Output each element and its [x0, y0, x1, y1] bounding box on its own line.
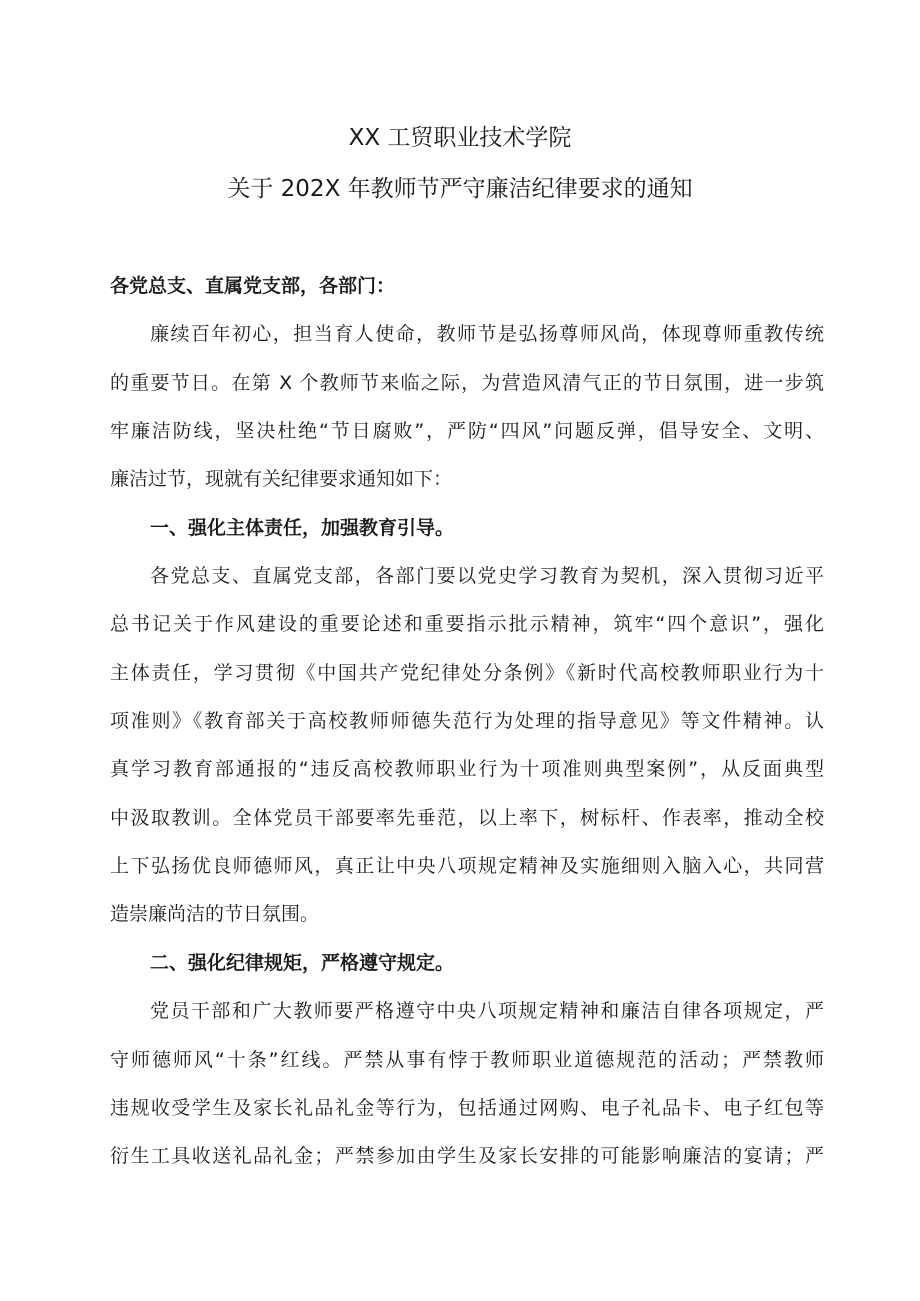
paragraph-line: 中汲取教训。全体党员干部要率先垂范，以上率下，树标杆、作表率，推动全校: [110, 806, 824, 829]
section-heading-2: 二、强化纪律规矩，严格遵守规定。: [150, 951, 455, 974]
paragraph-line: 守师德师风“十条”红线。严禁从事有悖于教师职业道德规范的活动；严禁教师: [110, 1048, 824, 1071]
paragraph-line: 的重要节日。在第 X 个教师节来临之际，为营造风清气正的节日氛围，进一步筑: [110, 371, 824, 394]
paragraph-line: 廉洁过节，现就有关纪律要求通知如下：: [110, 468, 453, 491]
paragraph-line: 项准则》《教育部关于高校教师师德失范行为处理的指导意见》等文件精神。认: [110, 710, 824, 733]
notice-body: [110, 262, 824, 1181]
paragraph-line: 各党总支、直属党支部，各部门要以党史学习教育为契机，深入贯彻习近平: [150, 565, 824, 588]
paragraph-line: 造崇廉尚洁的节日氛围。: [110, 903, 320, 926]
paragraph-line: 廉续百年初心，担当育人使命，教师节是弘扬尊师风尚，体现尊师重教传统: [150, 323, 824, 346]
paragraph-line: 违规收受学生及家长礼品礼金等行为，包括通过网购、电子礼品卡、电子红包等: [110, 1096, 824, 1119]
paragraph-line: 衍生工具收送礼品礼金；严禁参加由学生及家长安排的可能影响廉洁的宴请；严: [110, 1145, 824, 1168]
institution-name: XX 工贸职业技术学院: [348, 125, 572, 151]
notice-title: 关于 202X 年教师节严守廉洁纪律要求的通知: [227, 176, 693, 202]
section-heading-1: 一、强化主体责任，加强教育引导。: [150, 516, 455, 539]
paragraph-line: 总书记关于作风建设的重要论述和重要指示批示精神，筑牢“四个意识”，强化: [110, 613, 824, 636]
salutation: 各党总支、直属党支部，各部门：: [110, 275, 396, 297]
paragraph-line: 主体责任，学习贯彻《中国共产党纪律处分条例》《新时代高校教师职业行为十: [110, 661, 824, 684]
paragraph-line: 上下弘扬优良师德师风，真正让中央八项规定精神及实施细则入脑入心，共同营: [110, 855, 824, 878]
paragraph-line: 牢廉洁防线，坚决杜绝“节日腐败”，严防“四风”问题反弹，倡导安全、文明、: [110, 420, 824, 443]
paragraph-line: 党员干部和广大教师要严格遵守中央八项规定精神和廉洁自律各项规定，严: [150, 1000, 824, 1023]
paragraph-line: 真学习教育部通报的“违反高校教师职业行为十项准则典型案例”，从反面典型: [110, 758, 824, 781]
